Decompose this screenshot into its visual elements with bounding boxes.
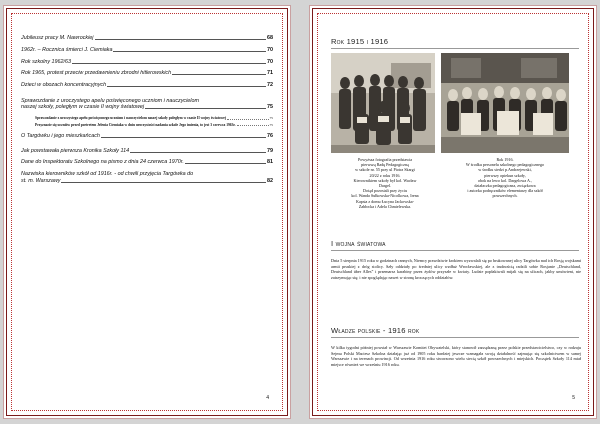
toc-entry[interactable]: Dane do Inspektoratu Szkolnego na pismo z dnia 24 czerwca 1970r. 81 (21, 159, 273, 166)
photo-caption-2: Rok 1916. W środku personelu szkolnego pedagogicznego w środku siedzi p.Andrzejewski, pierwszy opiekun szkoły, obok na lewo kol. Dargelowa A., działaczka pedagogiczna, związkowa i autorka podręczników elementarzy dla szkół powszechnych. (465, 157, 545, 199)
toc-subentry[interactable]: Sprawozdanie z uroczystego apelu poświęconego uczniom i nauczycielom naszej szkoły poległym w czasie II wojny światowej 75 (35, 116, 273, 121)
toc-entry[interactable]: Jak powstawała pierwsza Kronika Szkoły 114 79 (21, 147, 273, 154)
section-heading: Władze polskie - 1916 rok (331, 326, 420, 335)
toc-entry[interactable]: 1962r. – Rocznica śmierci J. Ciemiaka 70 (21, 46, 273, 53)
historical-photo-school-staff (441, 53, 569, 153)
toc-entry[interactable]: Jubileusz pracy M. Nawrockiej 68 (21, 35, 273, 41)
body-paragraph: Dnia 5 sierpnia 1915 roku w godzinach rannych, Niemcy prawdziwie krokiem wyzwalali się po brukowanej ulicy Targówka nad ich Rosją wojskami armii pruskiej z dróg stolicy. Szły oddziały po średniej ulicy wzdłuż Wrocławskiej, ale z trudnością radzili sobie Rosjanie „Deutschland, Deutschland über Alles” i przemarsz karabiny przez żydów przyszłe w kwiaty. Ludzie popłakiwali mijali się na ulicach, jakby umówieni, nie zatrzymując się; i nie spoglądając nawet w stronę kroczących oddziałów. (331, 258, 581, 280)
section-heading: Rok 1915 i 1916 (331, 37, 389, 46)
heading-rule (331, 48, 579, 49)
toc-entry-multiline[interactable]: Sprawozdanie z uroczystego apelu poświęconego uczniom i nauczycielom naszej szkoły, poległym w czasie II wojny światowej 75 (21, 97, 273, 111)
heading-rule (331, 337, 579, 338)
toc-entry[interactable]: Rok 1965, protest przeciw przedawnieniu zbrodni hitlerowskich 71 (21, 70, 273, 77)
section-heading: I wojna światowa (331, 239, 386, 248)
right-page (312, 8, 594, 416)
toc-entry[interactable]: Rok szkolny 1962/63 70 (21, 58, 273, 65)
page-number: 4 (266, 395, 269, 401)
left-page (6, 8, 288, 416)
toc-entry[interactable]: O Targówku i jego mieszkańcach 76 (21, 132, 273, 139)
toc-subentry[interactable]: Przyznacie się uczniów przed portretem Jelenia Ciemiaka w dniu uroczystości nadania szkole Jego imienia, to jest 3 czerwca 1963r. 75 (35, 122, 273, 127)
page-number: 5 (572, 395, 575, 401)
table-of-contents (21, 35, 273, 189)
toc-entry[interactable]: Dzieci w obozach koncentracyjnych 72 (21, 82, 273, 89)
toc-entry-multiline[interactable]: Nazwiska kierowników szkół od 1916r. - od chwili przyjęcia Targówka do st. m. Warszawy 82 (21, 171, 273, 184)
historical-photo-teachers-1916 (331, 53, 435, 153)
photo-caption-1: Powyższa fotografia przedstawia pierwszą Radę Pedagogiczną w szkole nr. 55 przy ul Piotra Skargi 20/22 z roku 1916. Kierownikiem szkoły był kol. Wacław Dargel. Dotąd pozostali przy życiu kol. Wanda Sułkowska-Nicolkowa, Irena Kapsia z domu Łucyna Jackowska- Zabłocka i Adela Chmielewska. (351, 157, 419, 209)
body-paragraph: W kilka tygodni później powstał w Warszawie Komitet Obywatelski, który stanowił zarządzaną przez polskie przedstawicielstwo, czy w rodzaju Sejmu Polski Maciesz Szkolna działając już od 1905 roku bardziej jeszcze wzmagała swoją działalność zajmując się szkolnictwem w samej Warszawie i na terenach prowincji. Od września 1916 roku stworzono wielu siecią szkół powszechnych i miejskich. Początek Szkoły 114 miał miejsce również we wrześniu 1916 roku. (331, 345, 581, 367)
heading-rule (331, 250, 579, 251)
